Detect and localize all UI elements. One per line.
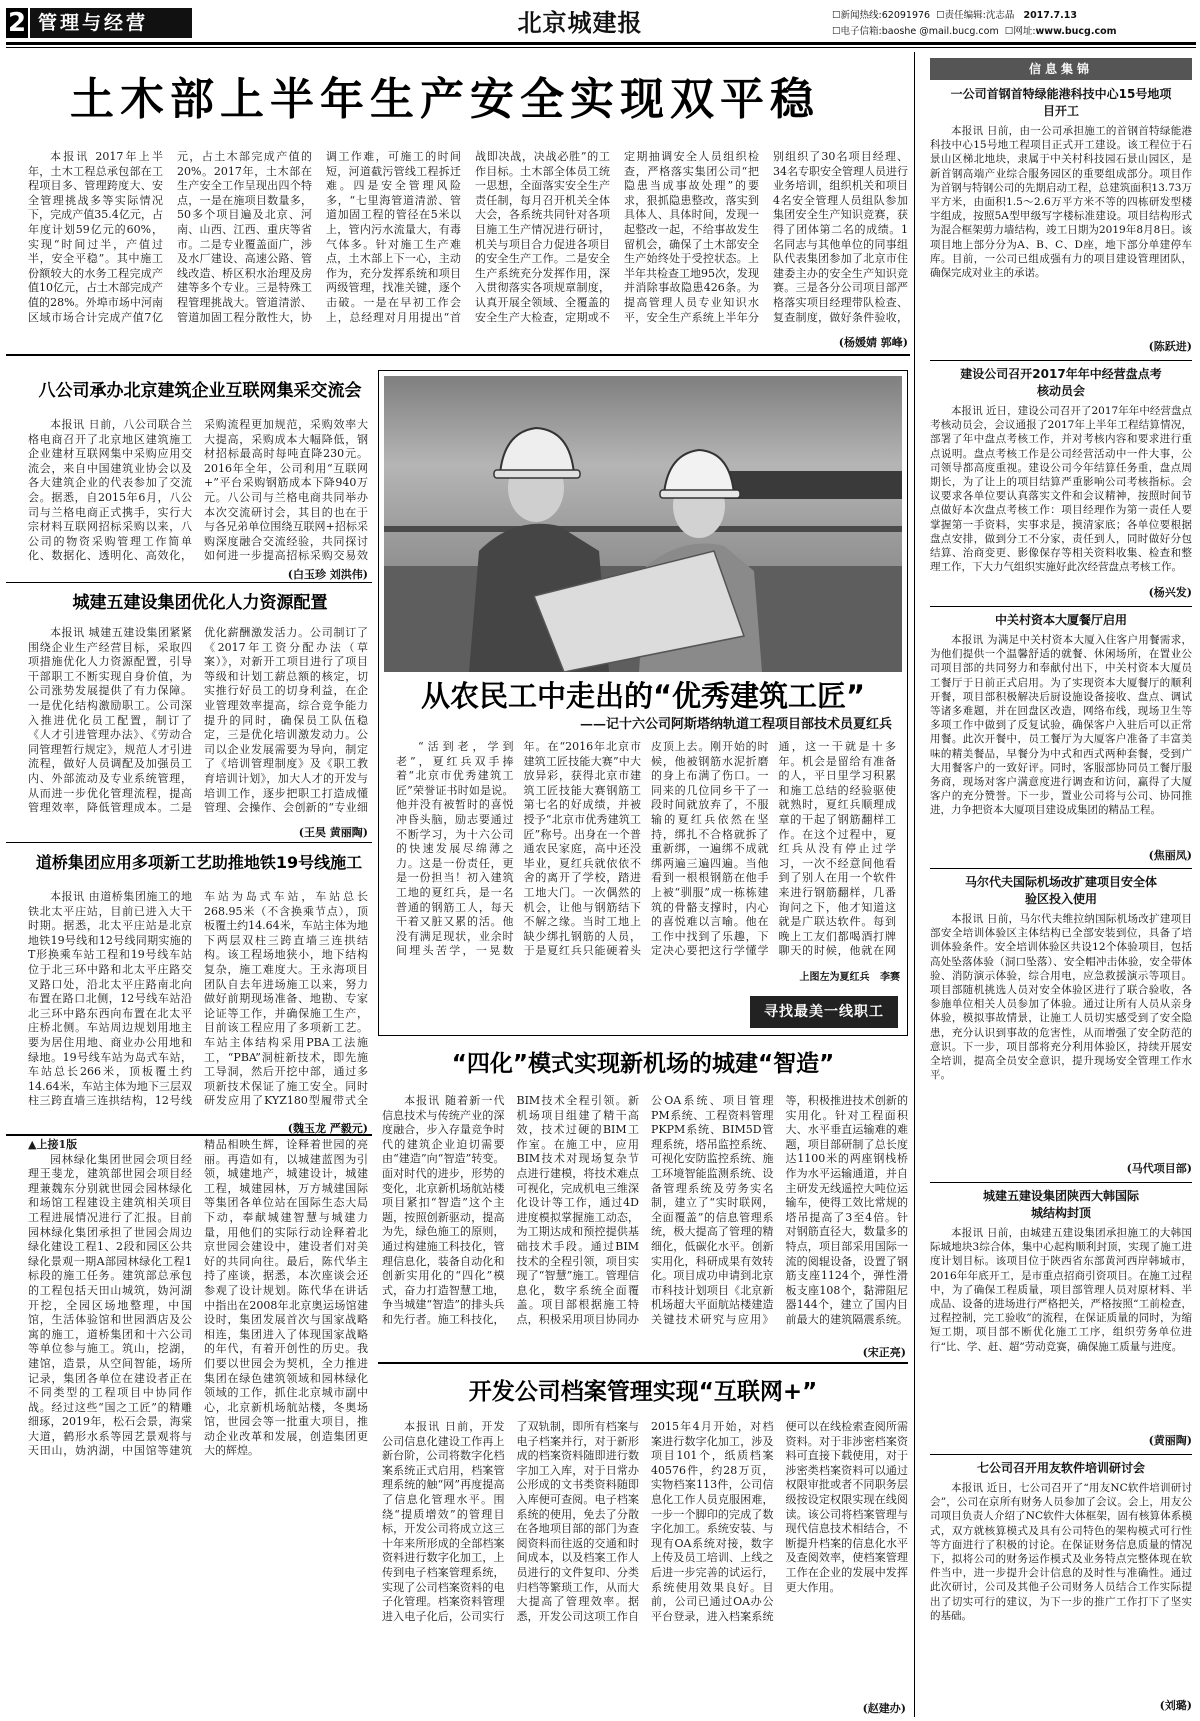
sidebar-item-byline: (陈跃进) bbox=[1148, 340, 1192, 353]
article-byline: (王昊 黄丽陶) bbox=[298, 826, 368, 839]
sidebar-item-body: 本报讯 日前，由城建五建设集团承担施工的大韩国际城地块3综合体，集中心起构顺利封顶，实现了施工进度计划目标。该项目位于陕西省东部黄河西岸韩城市，2016年年底开工，是市重点招商引资项目。在施工过程中，为了确保工程质量，项目部管理人员对原材料、半成品、设备的进场进行严格把关，严格按照“工前检查，过程控制，完工验收”的流程，在保证质量的同时，为缩短工期，项目部不断优化施工工序，组织劳务单位进行“比、学、赶、超”劳动竞赛，确保施工质量与进度。 bbox=[930, 1227, 1192, 1353]
email[interactable]: baoshe @mail.bucg.com bbox=[881, 26, 999, 37]
workers-photo-illustration bbox=[384, 376, 902, 672]
article-byline: (宋正亮) bbox=[862, 1346, 906, 1359]
sidebar-item-body: 本报讯 近日，七公司召开了“用友NC软件培训研讨会”，公司在京所有财务人员参加了会议。会上，用友公司项目负责人介绍了NC软件大体框架，固有核算体系模式，双方就核算模式及具有公司特色的架构模式可行性等方面进行了积极的讨论。在保证财务信息质量的情况下，拟将公司的财务运作模式及业务特点完整体现在软件当中，进一步提升会计信息的及时性与准确性。通过此次研讨，公司及其他子公司财务人员结合工作实际提出了切实可行的建议，为下一步的推广工作打下了坚实的基础。 bbox=[930, 1482, 1192, 1622]
sidebar-separator bbox=[930, 606, 1192, 607]
editor: 沈志晶 bbox=[985, 10, 1015, 21]
masthead-info bbox=[832, 8, 1196, 42]
article-byline: (白玉珍 刘洪伟) bbox=[287, 568, 368, 581]
sidebar-item-byline: (刘璐) bbox=[1159, 1699, 1192, 1712]
sidebar-item-1 bbox=[930, 366, 1192, 602]
sidebar-item-body: 本报讯 日前，马尔代夫维拉纳国际机场改扩建项目部安全培训体验区主体结构已全部安装到位，具备了培训体验条件。安全培训体验区共设12个体验项目，包括高处坠落体验（洞口坠落）、安全帽冲击体验，安全带体验、消防演示体验，综合用电，应急救援演示等项目。项目部随机挑选人员对安全体验区进行了联合验收，各参施单位相关人员参加了体验。通过让所有人员从亲身体验，模拟事故情景，让施工人员切实感受到了安全隐患，充分认识到事故的危害性，从而增强了安全防范的意识。下一步，项目部将充分利用体验区，持续开展安全培训，提高全员安全意识，提升现场安全管理工作水平。 bbox=[930, 913, 1192, 1082]
sidebar-separator bbox=[930, 1182, 1192, 1183]
page-number-box bbox=[6, 8, 28, 38]
feature-badge: 寻找最美一线职工 bbox=[750, 996, 898, 1028]
paper-name: 北京城建报 bbox=[517, 8, 643, 37]
checkbox-icon: ☐ bbox=[1004, 26, 1014, 37]
feature-subtitle: ——记十六公司阿斯塔纳轨道工程项目部技术员夏红兵 bbox=[579, 717, 892, 732]
section-title: 管理与经营 bbox=[38, 12, 149, 34]
article-title: 开发公司档案管理实现“互联网+” bbox=[468, 1379, 818, 1405]
lead-byline: (杨媛婧 郭峰) bbox=[838, 336, 908, 349]
sidebar-label: 信息集锦 bbox=[930, 58, 1192, 80]
lead-body: 本报讯 2017年上半年，土木工程总承包部在工程项目多、管理跨度大、安全管理挑战多等实际情况下，完成产值35.4亿元，占年度计划59亿元的60%，实现“时间过半，产值过半，安全平稳”。其中施工份额较大的水务工程完成产值10亿元，占土木部完成产值的28%。外埠市场中河南区域市场合计完成产值7亿元，占土木部完成产值的20%。2017年，土木部在生产安全工作呈现出四个特点，一是在施项目数量多，50多个项目遍及北京、河南、山西、江西、重庆等省市。二是专业覆盖面广，涉及水厂建设、高速公路、管线改造、桥区积水治理及房建等多个专业。三是特殊工程管理挑战大。管道清淤、管道加固工程分散性大，协调工作难，可施工的时间短，河道截污管线工程拆迁难。四是安全管理风险多，“七里海管道清淤、管道加固工程的管径在5米以上，管内污水流量大，有毒气体多。针对施工生产难点，土木部上下一心，主动作为，充分发挥系统和项目两级管理，找准关键，逐个击破。一是在早初工作会上，总经理对月用提出“首战即决战，决战必胜”的工作目标。土木部全体员工统一思想，全面落实安全生产责任制，每月召开机关全体大会，各系统共同针对各项目施工生产情况进行研讨，机关与项目合力促进各项目的安全生产工作。二是安全生产系统充分发挥作用，深入贯彻落实各项规章制度，认真开展全领域、全覆盖的安全生产大检查，定期或不定期抽调安全人员组织检查，严格落实集团公司“把隐患当成事故处理”的要求，狠抓隐患整改，落实到具体人、具体时间，发现一起整改一起，不给事故发生留机会，确保了土木部安全生产始终处于受控状态。上半年共检查工地95次，发现并消除事故隐患426条。为提高管理人员专业知识水平，安全生产系统上半年分别组织了30名项目经理、34名专职安全管理人员进行业务培训，组织机关和项目4名安全管理人员组队参加集团安全生产知识竞赛，获得了团体第二名的成绩。1名同志与其他单位的同事组队代表集团参加了北京市住建委主办的安全生产知识竞赛。三是各分公司项目部严格落实项目经理带队检查、复查制度，做好条件验收， bbox=[28, 150, 908, 324]
continued-story: ▲上接1版 园林绿化集团世园会项目经理王斐龙，建筑部世园会项目经理兼魏东分别就世园会园林绿化和场馆工程建设主建筑相关项目工程进展情况进行了汇报。目前园林绿化集团承担了世园会周边绿化建设工程1、2段和园区公共绿化景观一期A部园林绿化工程1标段的施工任务。建筑部总承包的工程包括天田山城筑，妫河湖开挖，全园区场地整理，中国馆，生活体验馆和世园酒店及公寓的施工，道桥集团和十六公司等单位参与施工。筑山，挖湖，建馆，造景，从空间智能，场所记录，集团各单位在建设者正在不同类型的工程项目中协同作战。经过这些“国之工匠”的精雕细琢，2019年，松石会景，海棠大道，鹤形水系等园艺景观将与天田山，妫汭湖，中国馆等建筑精品相映生辉，诠释着世园的亮丽。再造如有，以城建蓝图为引领，城建地产，城建设计，城建工程，城建园林，万方城建国际等集团各单位站在国际生态大局下动，奉献城建智慧与城建力量，用他们的实际行动诠释着北京世园会建设中，建设者们对美好的共同向往。最后，陈代华主持了座谈，据悉，本次座谈会还参观了设计规划。陈代华在讲话中指出在2008年北京奥运场馆建设时，集团发展首次与国家战略相连，集团进入了体现国家战略的年代，有着开创性的历史。我们要以世园会为契机，全力推进集团在绿色建筑领域和园林绿化领域的工作，抓住北京城市副中心，北京新机场航站楼，冬奥场馆，世园会等一批重大项目，推动企业改革和发展，创造集团更大的辉煌。 bbox=[28, 1138, 368, 1458]
masthead-rule-thin bbox=[6, 47, 1196, 48]
sidebar-item-title: 建设公司召开2017年年中经营盘点考核动员会 bbox=[960, 367, 1162, 398]
article-title: 道桥集团应用多项新工艺助推地铁19号线施工 bbox=[35, 853, 363, 872]
feature-body: “活到老，学到老”，夏红兵双手捧着“北京市优秀建筑工匠”荣誉证书时如是说。他并没有被暂时的喜悦冲昏头脑，励志要通过不断学习，为十六公司的快速发展尽绵薄之力。这是一份责任，更是一份担当！初入建筑工地的夏红兵，是一名普通的钢筋工人，每天干着又脏又累的活。他没有满足现状，业余时间埋头苦学，一晃数年。在“2016年北京市建筑工匠技能大赛”中大放异彩，获得北京市建筑工匠技能大赛钢筋工第七名的好成绩，并被授予“北京市优秀建筑工匠”称号。出身在一个普通农民家庭，高中还没毕业，夏红兵就依依不舍的离开了学校，踏进工地大门。一次偶然的机会，让他与钢筋结下不解之缘。当时工地上缺少绑扎钢筋的人员，于是夏红兵只能硬着头皮顶上去。刚开始的时候，他被钢筋水泥折磨的身上布满了伤口。一同来的几位同乡干了一段时间就放弃了，不服输的夏红兵依然在坚持，绑扎不合格就拆了重新绑，一遍绑不成就绑两遍三遍四遍。当他看到一根根钢筋在他手上被“驯服”成一栋栋建筑的骨骼支撑时，内心的喜悦难以言喻。他在工作中找到了乐趣，下定决心要把这行学懂学通，这一干就是十多年。机会是留给有准备的人，平日里学习积累和施工总结的经验驱使就熟时，夏红兵顺理成章的干起了钢筋翻样工作。在这个过程中，夏红兵从没有停止过学习，一次不经意间他看到了别人在用一个软件来进行钢筋翻样，几番询问之下，他才知道这就是广联达软件。每到晚上工友们都喝酒打牌聊天的时候，他就在网 bbox=[396, 740, 896, 958]
article-byline: (赵建办) bbox=[862, 1702, 906, 1715]
website[interactable]: www.bucg.com bbox=[1035, 26, 1117, 37]
lead-separator bbox=[6, 354, 910, 356]
sidebar-separator bbox=[930, 1454, 1192, 1455]
article-body: 本报讯 随着新一代信息技术与传统产业的深度融合，步入存量竞争时代的建筑企业迫切需要由“建造”向“智造”转变。面对时代的进步，形势的变化，北京新机场航站楼项目紧扣“智造”这个主题，按照创新驱动，提高为先，绿色施工的原则，通过构建施工科技化，管理信息化，装备自动化和创新实用化的“四化”模式，奋力打造智慧工地，争当城建“智造”的排头兵和先行者。施工科技化，BIM技术全程引领。新机场项目组建了精干高效，技术过硬的BIM工作室。在施工中，应用BIM技术对现场复杂节点进行建模，将技术难点可视化，完成机电三维深化设计等工作，通过4D进度模拟掌握施工动态，为工期达成和预控提供基础技术手段。通过BIM技术的全程引领，项目实现了“智慧”施工。管理信息化，数字系统全面覆盖。项目部根据施工特点，积极采用项目协同办公OA系统、项目管理PM系统、工程资料管理PKPM系统、BIM5D管理系统，塔吊监控系统、可视化安防监控系统、施工环境智能监测系统、设备管理系统及劳务实名制，建立了“实时联网，全面覆盖”的信息管理系统，极大提高了管理的精细化，低碳化水平。创新实用化，科研成果有效转化。项目成功申请到北京市科技计划项目《北京新机场超大平面航站楼建造关键技术研究与应用》等，积极推进技术创新的实用化。针对工程面积大、水平垂直运输难的难题，项目部研制了总长度达1100米的两座钢栈桥作为水平运输通道，并自主研发无线遥控大吨位运输车，使得工效比常规的塔吊提高了3至4倍。针对钢筋直径大，数量多的特点，项目部采用国际一流的阅辊设备，设置了钢筋支座1124个，弹性滑板支座108个，黏滞阻尼器144个，建立了国内目前最大的建筑隔震系统。 bbox=[382, 1094, 908, 1326]
sidebar-item-byline: (马代项目部) bbox=[1126, 1162, 1192, 1175]
sidebar-divider bbox=[914, 52, 915, 1717]
sidebar-item-byline: (黄丽陶) bbox=[1148, 1434, 1192, 1447]
photo-credit: 上图左为夏红兵 bbox=[799, 972, 870, 983]
lead-headline: 土木部上半年生产安全实现双平稳 bbox=[70, 74, 820, 125]
sidebar-item-3 bbox=[930, 874, 1192, 1178]
sidebar-item-title: 马尔代夫国际机场改扩建项目安全体验区投入使用 bbox=[964, 875, 1157, 906]
article-title: “四化”模式实现新机场的城建“智造” bbox=[451, 1051, 835, 1077]
sidebar-item-2 bbox=[930, 612, 1192, 864]
section-banner bbox=[30, 8, 192, 38]
sidebar-item-0 bbox=[930, 86, 1192, 356]
feature-byline: 李赛 bbox=[880, 972, 900, 983]
hotline: 62091976 bbox=[881, 10, 931, 21]
masthead-row-1: ☐新闻热线:62091976 ☐责任编辑:沈志晶 2017.7.13 bbox=[832, 10, 1077, 21]
feature-headline: 从农民工中走出的“优秀建筑工匠” bbox=[420, 679, 866, 713]
checkbox-icon: ☐ bbox=[832, 26, 841, 37]
sidebar-item-body: 本报讯 近日，建设公司召开了2017年年中经营盘点考核动员会，会议通报了2017年上半年工程结算情况，部署了年中盘点考核工作，并对考核内容和要求进行重点说明。盘点考核工作是公司经营活动中一件大事，公司领导都高度重视。建设公司今年结算任务重，盘点周期长，为了让上的项目结算严重影响公司考核指标。会议要求各单位要认真落实文件和会议精神，按照时间节点做好本次盘点考核工作：项目经理作为第一责任人要掌握第一手资料，实事求是，摸清家底；各单位要根据盘点安排，做到分工不分家，责任到人，同时做好分包结算、治商变更、影像保存等相关资料收集、检查和整理工作，下大力气组织实施好此次经营盘点考核工作。 bbox=[930, 405, 1192, 574]
sidebar-item-5 bbox=[930, 1460, 1192, 1716]
article-title: 城建五建设集团优化人力资源配置 bbox=[72, 593, 328, 613]
article-separator bbox=[6, 842, 372, 843]
sidebar-item-title: 城建五建设集团陕西大韩国际城结构封顶 bbox=[982, 1189, 1139, 1220]
article-separator bbox=[6, 1134, 372, 1136]
sidebar-item-4 bbox=[930, 1188, 1192, 1450]
sidebar-item-title: 七公司召开用友软件培训研讨会 bbox=[976, 1461, 1145, 1475]
sidebar-item-title: 一公司首钢首特绿能港科技中心15号地项目开工 bbox=[950, 87, 1172, 118]
sidebar-item-body: 本报讯 日前，由一公司承担施工的首钢首特绿能港科技中心15号地工程项目正式开工建设。该工程位于石景山区梯北地块，隶属于中关村科技园石景山园区，是新首钢高端产业综合服务园区的重要组成部分。项目作为首钢与特钢公司的先期启动工程，总建筑面积13.73万平方米，由面积1.5～2.6万平方米不等的四栋研发型楼宇组成，按照5A型甲级写字楼标准建设。项目结构形式为混合框架剪力墙结构，竣工日期为2019年8月8日。该项目地上部分分为A、B、C、D座，地下部分单建停车库。目前，一公司已组成强有力的项目建设管理团队，确保完成对业主的承诺。 bbox=[930, 125, 1192, 280]
sidebar-separator bbox=[930, 868, 1192, 869]
sidebar-separator bbox=[930, 360, 1192, 361]
sidebar-item-body: 本报讯 为满足中关村资本大厦入住客户用餐需求，为他们提供一个温馨舒适的就餐、休闲场所，在置业公司项目部的共同努力和奉献付出下，中关村资本大厦员工餐厅于日前正式启用。为了实现资本大厦餐厅的顺利开餐，项目部积极解决后厨设施设备接收、盘点、调试等诸多难题，并在回盘区改造，网络布线，现场卫生等多项工作中做到了反复试验，确保客户入驻后可以正常用餐。此次开餐中，员工餐厅为大厦客户准备了丰富美味的精美餐品，早餐分为中式和西式两种套餐，受到广大用餐客户的一致好评。同时，客服部协同员工餐厅服务商，现场对客户满意度进行调查和访问，赢得了大厦客户的充分赞誉。下一步，置业公司将与公司、协同推进，力争把资本大厦项目建设成集团的精品工程。 bbox=[930, 634, 1192, 817]
masthead-rule bbox=[6, 42, 1196, 45]
article-body: 本报讯 由道桥集团施工的地铁北太平庄站，目前已进入大干时期。据悉，北太平庄站是北京地铁19号线和12号线同期实施的T形换乘车站工程和19号线车站位于北三环中路和北太平庄路交叉路口处，沿北太平庄路南北向布置在路口北侧，12号线车站沿北三环中路东西向布置在北太平庄桥北侧。车站周边规划用地主要为居住用地、商业办公用地和绿地。19号线车站为岛式车站，车站总长266米，顶板覆土约14.64米，车站主体为地下三层双柱三跨直墙三连拱结构，12号线车站为岛式车站，车站总长268.95米（不含换乘节点），顶板覆土约14.64米，车站主体为地下两层双柱三跨直墙三连拱结构。该工程场地狭小，地下结构复杂，施工难度大。王永海项目团队自去年进场施工以来，努力做好前期现场准备、地勘、专家论证等工作，并确保施工生产，目前该工程应用了多项新工艺。车站主体结构采用PBA工法施工，“PBA”洞桩新技术，即先施工导洞，然后开挖中部，通过多项新技术保证了施工安全。同时研发应用了KYZ180型履带式全 bbox=[28, 890, 368, 1108]
article-separator bbox=[378, 1362, 908, 1364]
feature-photo bbox=[384, 376, 902, 672]
page-number: 2 bbox=[7, 8, 27, 38]
article-body: 本报讯 日前，八公司联合兰格电商召开了北京地区建筑施工企业建材互联网集中采购应用交流会，来自中国建筑业协会以及各大建筑企业的代表参加了交流会。据悉，自2015年6月，八公司与兰格电商正式携手，实行大宗材料互联网招标采购以来，八公司的物资采购管理工作简单化、数据化、透明化、高效化，采购流程更加规范，采购效率大大提高，采购成本大幅降低，钢材招标最高时每吨直降230元。2016年全年，公司利用“互联网+”平台采购钢筋成本下降940万元。八公司与兰格电商共同举办本次交流研讨会，其目的也在于与各兄弟单位围绕互联网+招标采购深度融合交流经验，共同探讨如何进一步提高招标采购交易效 bbox=[28, 418, 368, 563]
article-byline: (魏玉龙 严毅元) bbox=[287, 1122, 368, 1135]
sidebar-item-byline: (杨兴发) bbox=[1148, 586, 1192, 599]
article-title: 八公司承办北京建筑企业互联网集采交流会 bbox=[38, 381, 362, 401]
checkbox-icon: ☐ bbox=[832, 10, 841, 21]
feature-credits bbox=[730, 970, 900, 986]
checkbox-icon: ☐ bbox=[936, 10, 945, 21]
article-separator bbox=[6, 582, 372, 583]
date: 2017.7.13 bbox=[1023, 10, 1077, 21]
masthead-row-2: ☐电子信箱:baoshe @mail.bucg.com ☐网址:www.bucg.com bbox=[832, 26, 1117, 37]
sidebar-item-byline: (焦丽凤) bbox=[1148, 849, 1192, 862]
sidebar-item-title: 中关村资本大厦餐厅启用 bbox=[994, 613, 1127, 627]
continued-header: ▲上接1版 bbox=[28, 1138, 78, 1151]
article-body: 本报讯 日前，开发公司信息化建设工作再上新台阶，公司将数字化档案系统正式启用，档案管理系统的触“网”再度提高了信息化管理水平。围绕“提质增效”的管理目标，开发公司将成立这三十年来所形成的全部档案资料进行数字化加工，上传到电子档案管理系统，实现了公司档案资料的电子化管理。档案资料管理进入电子化后，公司实行了双轨制，即所有档案与电子档案并行，对于新形成的档案资料随即进行数字加工入库，对于日常办公形成的文书类资料随即入库便可查阅。电子档案系统的使用，免去了分散在各地项目部的部门为查阅资料而往返的交通和时间成本，以及档案工作人员进行的文件复印、分类归档等繁琐工作，从而大大提高了管理效率。据悉，开发公司这项工作自2015年4月开始，对档案进行数字化加工，涉及项目101个，纸质档案40576件，约28万页，实物档案113件，公司信息化工作人员克服困难，一步一个脚印的完成了数字化加工。系统安装、与现有OA系统对接，数字上传及员工培训、上线之后进一步完善的试运行，系统使用效果良好。目前，公司已通过OA办公平台登录，进入档案系统便可以在线检索查阅所需资料。对于非涉密档案资料可直接下载使用，对于涉密类档案资料可以通过权限审批或者不同职务层级按设定权限实现在线阅读。该公司将档案管理与现代信息技术相结合，不断提升档案的信息化水平及查阅效率，使档案管理工作在企业的发展中发挥更大作用。 bbox=[382, 1420, 908, 1623]
article-body: 本报讯 城建五建设集团紧紧围绕企业生产经营目标，采取四项措施优化人力资源配置，引导干部职工不断实现自身价值，为公司涨势发展提供了有力保障。一是优化结构激励职工。公司深入推进优化员工配置，制订了《人才引进管理办法》、《劳动合同管理暂行规定》，规范人才引进流程，做好人员调配及加强员工内、外部流动及专业系统管理，从而进一步优化管理流程，提高管理效率，降低管理成本。二是优化薪酬激发活力。公司制订了《2017年工资分配办法（草案）》，对新开工项目进行了项目等级和计划工薪总额的核定，切实推行好员工的切身利益，在企业管理效率提高，综合竞争能力提升的同时，确保员工队伍稳定，三是优化培训激发动力。公司以企业发展需要为导向，制定了《培训管理制度》及《职工教育培训计划》，加大人才的开发与培训工作，逐步把职工打造成懂管理、会操作、会创新的“专业细 bbox=[28, 626, 368, 815]
